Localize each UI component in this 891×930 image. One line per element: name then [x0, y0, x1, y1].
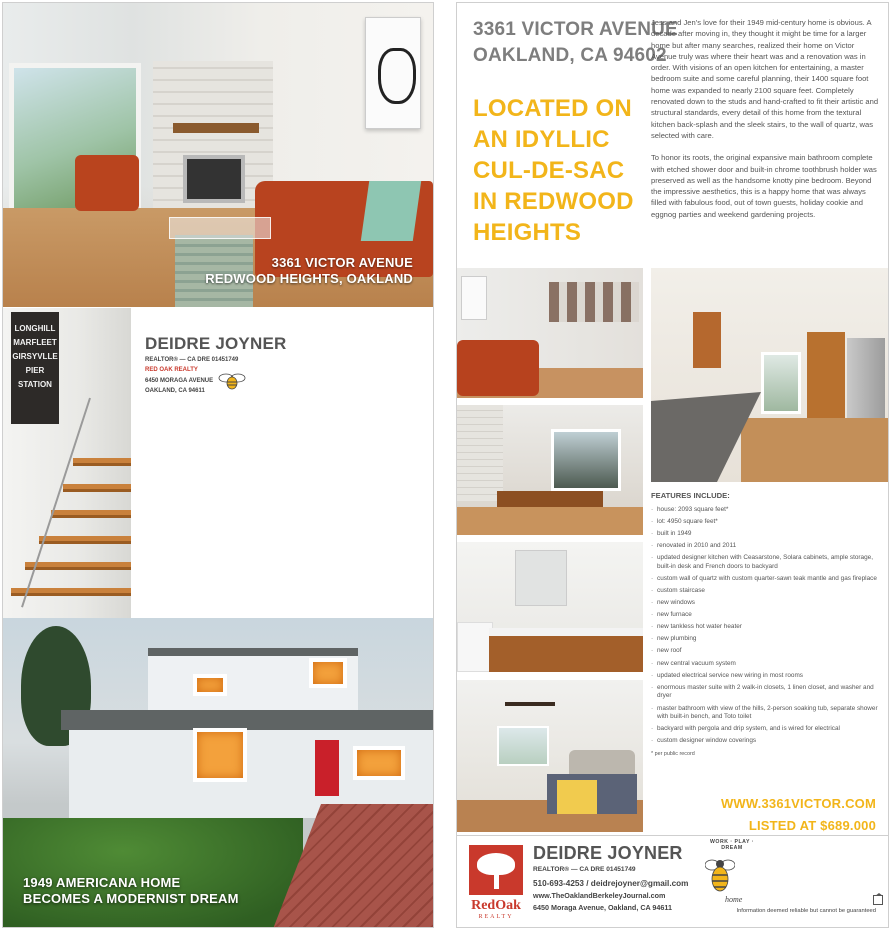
house-caption [23, 875, 239, 907]
description-paragraph: Jess and Jen's love for their 1949 mid-century home is obvious. A decade after moving in, they thought it might be time for a larger home but after many searches, realized their home on Victor Avenue truly was where their heart was and a renovation was in order. With visions of an open kitchen for entertaining, a master bedroom suite and some careful planning, their 1400 square foot home was expanded to nearly 2100 square feet. Completely renovated down to the studs and hand-crafted to fit their artistic and structural standards, every detail of this home from the textural kitchen back-splash and the sleek stairs, to the wall of quartz, was selected with care. [651, 18, 879, 140]
oak-tree-icon [469, 845, 523, 895]
description-paragraph: To honor its roots, the original expansive main bathroom complete with etched shower door and built-in chrome toothbrush holder was preserved as well as the handsome knotty pine bedroom. Beyond the impressive aesthetics, this is a happy home that was always filled with fabulous food, out of town guests, holiday cookie and eggnog parties and weekend gardening projects. [651, 153, 877, 219]
coffee-table [169, 217, 271, 239]
house-window [193, 728, 247, 782]
disclaimer: Information deemed reliable but cannot be guaranteed [736, 908, 876, 914]
logo-wordmark: RedOak [471, 898, 521, 913]
address-street: 3361 VICTOR AVENUE [473, 19, 678, 40]
stair-railing [21, 398, 91, 608]
ceiling-fan [505, 702, 555, 706]
house-window [309, 658, 347, 688]
dining-room-photo [457, 405, 643, 535]
feature-item: · custom wall of quartz with custom quarter-sawn teak mantle and gas fireplace [651, 575, 883, 584]
address-city: OAKLAND, CA 94602 [473, 45, 667, 66]
wood-floor [741, 418, 889, 482]
feature-item: · backyard with pergola and drip system, and is wired for electrical [651, 725, 883, 734]
features-list [651, 492, 883, 758]
features-heading: FEATURES INCLUDE: [651, 491, 730, 500]
bedroom-photo [457, 680, 643, 832]
dining-table [497, 491, 603, 507]
sign-line: PIER [25, 366, 45, 375]
stone-wall [457, 405, 503, 501]
work-play-dream-badge [705, 839, 759, 915]
sign-line: LONGHILL [14, 324, 56, 333]
features-items [651, 506, 883, 746]
sign-line: GIRSYVLLE [12, 352, 58, 361]
stair-step [73, 458, 131, 466]
agent-name: DEIDRE JOYNER [145, 334, 287, 353]
yellow-throw [557, 780, 597, 814]
caption-line-2: REDWOOD HEIGHTS, OAKLAND [205, 271, 413, 286]
agent-website[interactable]: www.TheOaklandBerkeleyJournal.com [533, 891, 666, 900]
feature-item: · new furnace [651, 611, 883, 620]
stair-step [11, 588, 131, 596]
listing-info [721, 793, 876, 837]
feature-item: · new windows [651, 599, 883, 608]
vanity [489, 628, 643, 672]
feature-item: · new roof [651, 647, 883, 656]
feature-item: · renovated in 2010 and 2011 [651, 542, 883, 551]
fireplace [183, 155, 245, 203]
bee-icon [705, 855, 735, 895]
logo-subtitle: REALTY [478, 914, 514, 920]
kitchen-photo [651, 268, 889, 482]
agent-brokerage: RED OAK REALTY [145, 367, 198, 373]
feature-item: · new central vacuum system [651, 660, 883, 669]
living-caption [205, 255, 413, 287]
feature-item: · lot: 4950 square feet* [651, 518, 883, 527]
house-window [193, 674, 227, 696]
gallery-wall [549, 282, 639, 322]
mantle [173, 123, 259, 133]
agent-address: 6450 Moraga Avenue, Oakland, CA 94611 [533, 903, 673, 912]
lawn [3, 818, 303, 928]
list-price: LISTED AT $689.000 [748, 818, 876, 833]
agent-address-line-1: 6450 MORAGA AVENUE [145, 378, 214, 384]
living-area-photo [457, 268, 643, 398]
agent-name: DEIDRE JOYNER [533, 843, 683, 863]
caption-line-2: BECOMES A MODERNIST DREAM [23, 891, 239, 906]
sign-line: MARFLEET [13, 338, 57, 347]
caption-line-1: 1949 AMERICANA HOME [23, 875, 181, 890]
house-exterior-photo [3, 618, 433, 928]
station-sign [11, 312, 59, 424]
badge-arc-text: WORK · PLAY · DREAM [710, 839, 754, 851]
red-front-door [315, 740, 339, 796]
stair-step [25, 562, 131, 570]
feature-item: · updated designer kitchen with Ceasarstone, Solara cabinets, ample storage, built-in desk and French doors to backyard [651, 554, 883, 571]
wood-cabinets [807, 332, 845, 428]
mirror [515, 550, 567, 606]
french-doors [761, 352, 801, 414]
feature-item: · custom staircase [651, 587, 883, 596]
feature-item: · updated electrical service new wiring in most rooms [651, 672, 883, 681]
wall-art [365, 17, 421, 129]
agent-card [131, 308, 433, 618]
features-note: * per public record [651, 750, 695, 757]
porch-roof [61, 710, 433, 730]
stair-step [63, 484, 131, 492]
equal-housing-icon [873, 895, 883, 905]
bee-icon [217, 372, 247, 390]
house-window [353, 746, 405, 780]
sofa [457, 340, 539, 396]
feature-item: · house: 2093 square feet* [651, 506, 883, 515]
upper-cabinet [693, 312, 721, 368]
red-oak-logo [469, 845, 523, 919]
description [651, 17, 879, 220]
headboard [569, 750, 635, 774]
property-address [473, 17, 678, 69]
wood-floor [457, 507, 643, 535]
agent-contact[interactable]: 510-693-4253 / deidrejoyner@gmail.com [533, 879, 689, 888]
feature-item: · new plumbing [651, 635, 883, 644]
agent-title: REALTOR® — CA DRE 01451749 [145, 357, 239, 363]
website-link[interactable]: WWW.3361VICTOR.COM [720, 796, 876, 811]
caption-line-1: 3361 VICTOR AVENUE [271, 255, 413, 270]
footer-divider [457, 835, 889, 836]
living-room-photo [3, 3, 433, 307]
feature-item: · custom designer window coverings [651, 737, 883, 746]
feature-item: · built in 1949 [651, 530, 883, 539]
headline: LOCATED ON AN IDYLLIC CUL-DE-SAC IN REDWOOD HEIGHTS [473, 95, 634, 246]
agent-address-line-2: OAKLAND, CA 94611 [145, 388, 205, 394]
agent-title: REALTOR® — CA DRE 01451749 [533, 866, 636, 873]
wall-art [461, 276, 487, 320]
stair-step [39, 536, 131, 544]
right-panel [456, 2, 889, 928]
bedroom-window [497, 726, 549, 766]
feature-item: · enormous master suite with 2 walk-in closets, 1 linen closet, and washer and dryer [651, 684, 883, 701]
staircase-photo [3, 308, 131, 618]
left-panel [2, 2, 434, 928]
bathtub [457, 622, 493, 672]
armchair [75, 155, 139, 211]
feature-item: · master bathroom with view of the hills, 2-person soaking tub, separate shower with built-in bench, and Toto toilet [651, 705, 883, 722]
badge-home-text: home [725, 895, 743, 904]
agent-footer [533, 843, 703, 914]
sign-line: STATION [18, 380, 52, 389]
dining-window [551, 429, 621, 491]
bathroom-photo [457, 542, 643, 672]
feature-item: · new tankless hot water heater [651, 623, 883, 632]
stair-step [51, 510, 131, 518]
